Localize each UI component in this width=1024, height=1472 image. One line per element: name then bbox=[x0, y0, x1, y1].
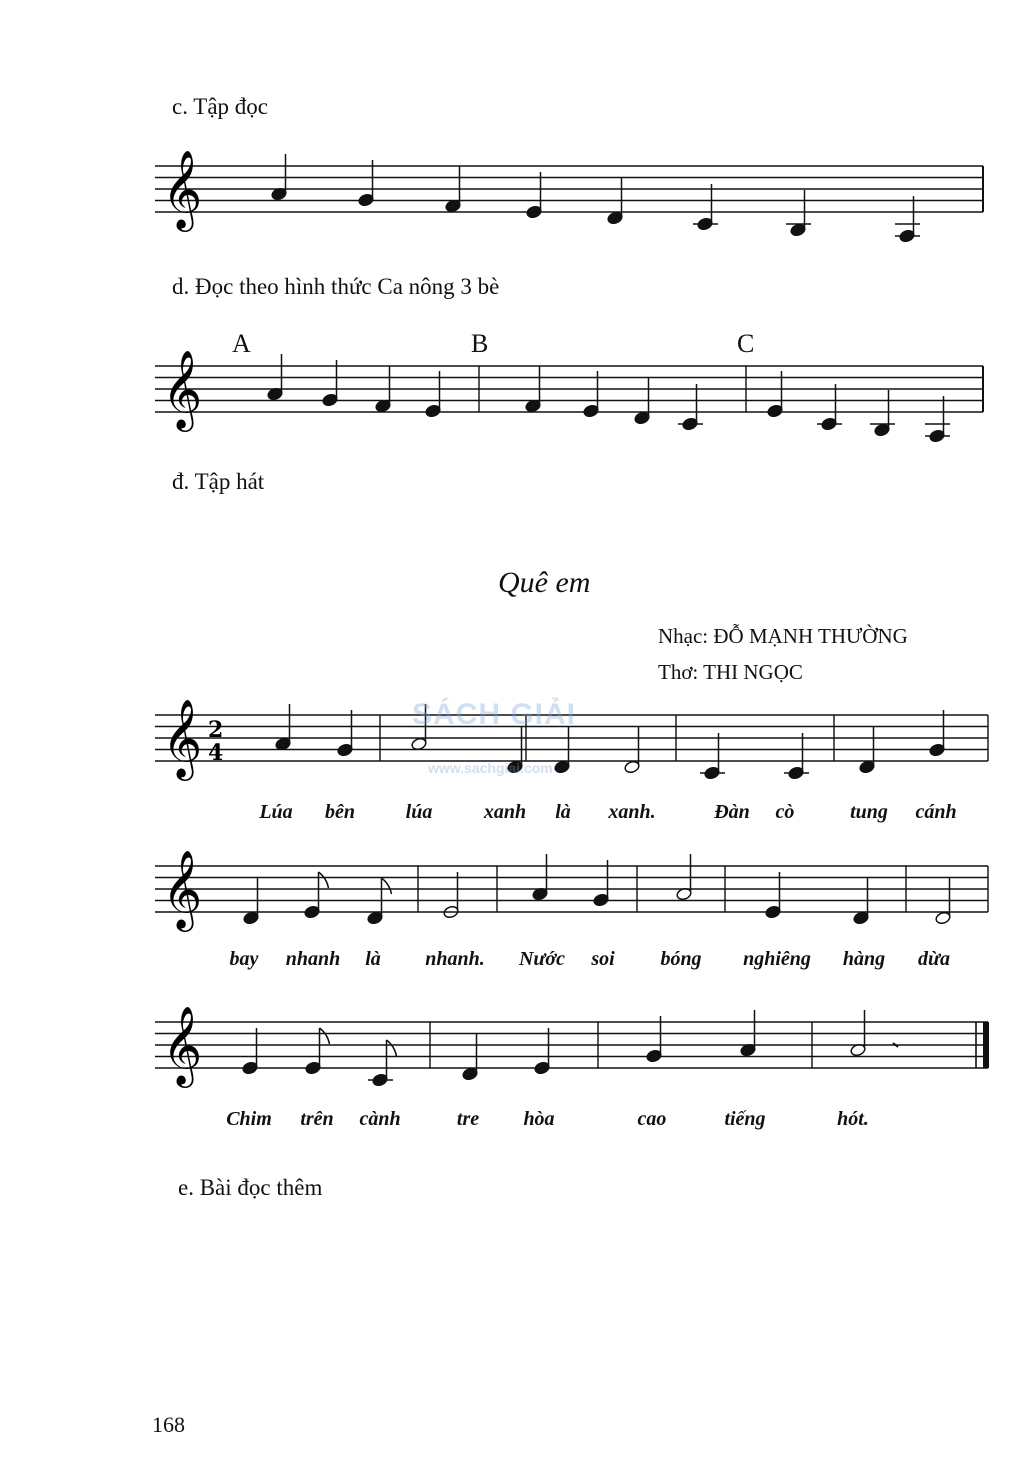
lyric-word: cánh bbox=[915, 801, 957, 823]
lyric-word: hòa bbox=[523, 1108, 555, 1130]
time-signature-top: 2 bbox=[208, 717, 224, 743]
canon-label-a: A bbox=[232, 329, 251, 358]
lyric-word: nhanh. bbox=[425, 948, 485, 970]
watermark-logo: SÁCH GIẢI bbox=[412, 698, 577, 731]
section-e-heading: e. Bài đọc thêm bbox=[178, 1175, 323, 1200]
lyric-word: nhanh bbox=[285, 948, 341, 970]
treble-clef-icon: 𝄞 bbox=[162, 1006, 203, 1085]
lyric-word: Chim bbox=[226, 1108, 272, 1130]
canon-label-c: C bbox=[737, 329, 755, 358]
lyric-word: là bbox=[365, 948, 381, 970]
lyric-word: tung bbox=[850, 801, 888, 823]
lyric-word: xanh bbox=[483, 801, 527, 823]
watermark bbox=[408, 690, 618, 780]
section-dd-heading: đ. Tập hát bbox=[172, 469, 265, 494]
lyric-word: bay bbox=[229, 948, 259, 970]
lyric-word: cò bbox=[775, 801, 795, 823]
lyric-word: Lúa bbox=[259, 801, 293, 823]
lyric-word: là bbox=[555, 801, 571, 823]
treble-clef-icon: 𝄞 bbox=[162, 150, 203, 229]
lyrics-credit: Thơ: THI NGỌC bbox=[658, 660, 803, 684]
song-title: Quê em bbox=[498, 566, 591, 599]
canon-label-b: B bbox=[471, 329, 489, 358]
section-d-heading: d. Đọc theo hình thức Ca nông 3 bè bbox=[172, 274, 500, 299]
lyric-word: cao bbox=[637, 1108, 667, 1130]
music-credit: Nhạc: ĐỖ MẠNH THƯỜNG bbox=[658, 624, 908, 648]
lyric-word: soi bbox=[591, 948, 615, 970]
lyric-word: tiếng bbox=[724, 1108, 766, 1130]
lyric-word: cành bbox=[359, 1108, 401, 1130]
time-signature-bottom: 4 bbox=[208, 740, 224, 766]
lyric-word: hàng bbox=[842, 948, 886, 970]
lyric-word: tre bbox=[456, 1108, 480, 1130]
treble-clef-icon: 𝄞 bbox=[162, 850, 203, 929]
lyric-word: Nước bbox=[518, 948, 566, 970]
section-c-heading: c. Tập đọc bbox=[172, 94, 269, 119]
treble-clef-icon: 𝄞 bbox=[162, 350, 203, 429]
lyric-word: xanh. bbox=[608, 801, 656, 823]
lyric-word: lúa bbox=[405, 801, 433, 823]
lyric-word: nghiêng bbox=[743, 948, 811, 970]
lyric-word: bóng bbox=[660, 948, 702, 970]
lyric-word: bên bbox=[325, 801, 355, 823]
lyric-word: hót. bbox=[837, 1108, 869, 1130]
lyric-word: Đàn bbox=[714, 801, 750, 823]
treble-clef-icon: 𝄞 bbox=[162, 699, 203, 778]
lyric-word: trên bbox=[300, 1108, 334, 1130]
lyric-word: dừa bbox=[918, 948, 950, 970]
page-number: 168 bbox=[152, 1412, 185, 1437]
watermark-url: www.sachgiai.com bbox=[428, 760, 553, 776]
